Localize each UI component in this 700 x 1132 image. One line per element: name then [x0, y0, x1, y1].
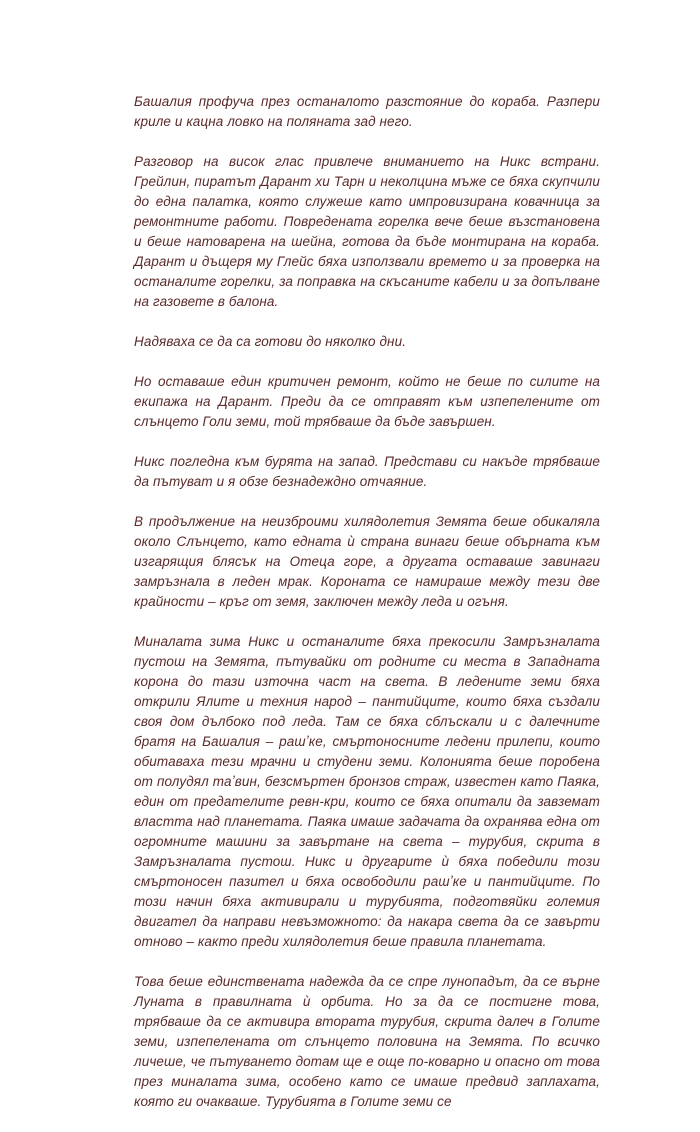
paragraph-8: Това беше единствената надежда да се спре лунопадът, да се върне Луната в правилната ѝ орбита. Но за да се постигне това, трябваше да се активира втората турубия, скрита далеч в Голите земи, изпепелената от слънцето половина на Земята. По всичко личеше, че пътуването дотам ще е още по-коварно и опасно от това през миналата зима, особено като се имаше предвид заплахата, която ги очакваше. Турубията в Голите земи се	[134, 974, 600, 1109]
body-text	[134, 92, 600, 1132]
paragraph-3: Надяваха се да са готови до няколко дни.	[134, 334, 407, 349]
paragraph-5: Никс погледна към бурята на запад. Представи си накъде трябваше да пътуват и я обзе безнадеждно отчаяние.	[134, 454, 600, 489]
paragraph-1: Башалия профуча през останалото разстояние до кораба. Разпери криле и кацна ловко на поляната зад него.	[134, 94, 600, 129]
paragraph-6: В продължение на неизброими хилядолетия Земята беше обикаляла около Слънцето, като едната ѝ страна винаги беше обърната към изгарящия блясък на Отеца горе, а другата оставаше завинаги замръзнала в леден мрак. Короната се намираше между тези две крайности – кръг от земя, заключен между леда и огъня.	[134, 514, 600, 609]
paragraph-4: Но оставаше един критичен ремонт, който не беше по силите на екипажа на Дарант. Преди да се отправят към изпепелените от слънцето Голи земи, той трябваше да бъде завършен.	[134, 374, 600, 429]
paragraph-2: Разговор на висок глас привлече вниманието на Никс встрани. Грейлин, пиратът Дарант хи Тарн и неколцина мъже се бяха скупчили до една палатка, която служеше като импровизирана ковачница за ремонтните работи. Повредената горелка вече беше възстановена и беше натоварена на шейна, готова да бъде монтирана на кораба. Дарант и дъщеря му Глейс бяха използвали времето и за проверка на останалите горелки, за поправка на скъсаните кабели и за допълване на газовете в балона.	[134, 154, 600, 309]
paragraph-7: Миналата зима Никс и останалите бяха прекосили Замръзналата пустош на Земята, пътувайки от родните си места в Западната корона до тази източна част на света. В ледените земи бяха открили Ялите и техния народ – пантийците, които бяха създали своя дом дълбоко под леда. Там се бяха сблъскали и с далечните братя на Башалия – рашʼке, смъртоносните ледени прилепи, които обитаваха тези мрачни и студени земи. Колонията беше поробена от полудял таʼвин, безсмъртен бронзов страж, известен като Паяка, един от предателите ревн-кри, които се бяха опитали да завземат властта над планетата. Паяка имаше задачата да охранява една от огромните машини за завъртане на света – турубия, скрита в Замръзналата пустош. Никс и другарите ѝ бяха победили този смъртоносен пазител и бяха освободили рашʼке и пантийците. По този начин бяха активирали и турубията, подготвяйки големия двигател да направи невъзможното: да накара света да се завърти отново – както преди хилядолетия беше правила планетата.	[134, 634, 600, 949]
